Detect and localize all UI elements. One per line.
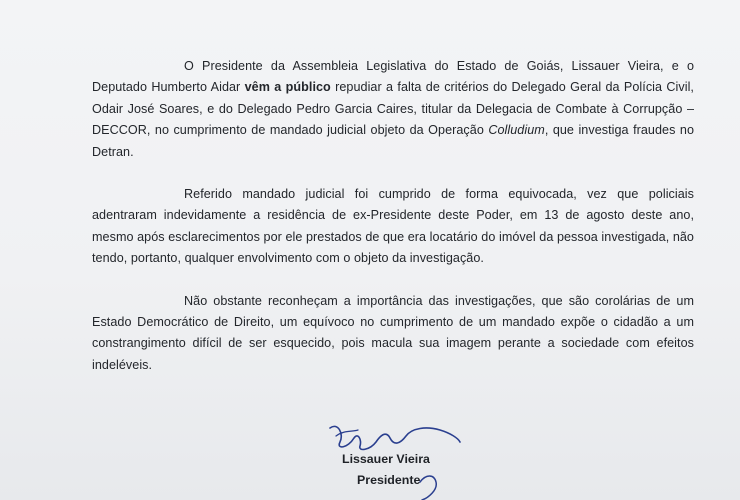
signature-block [300, 420, 500, 500]
paragraph-1 [92, 56, 694, 163]
paragraph-3-text: Não obstante reconheçam a importância das investigações, que são corolárias de um Estado Democrático de Direito, um equívoco no cumprimento de um mandado expõe o cidadão a um constrangimento difícil de ser esquecido, pois macula sua imagem perante a sociedade com efeitos indeléveis. [92, 293, 694, 372]
paragraph-1-italic: Colludium [488, 123, 545, 138]
paragraph-2-text: Referido mandado judicial foi cumprido de forma equivocada, vez que policiais adentraram indevidamente a residência de ex-Presidente deste Poder, em 13 de agosto deste ano, mesmo após esclarecimentos por ele prestados de que era locatário do imóvel da pessoa investigada, não tendo, portanto, qualquer envolvimento com o objeto da investigação. [92, 187, 694, 266]
document-body [92, 56, 694, 397]
paragraph-1-bold: vêm a público [244, 80, 331, 95]
paragraph-1-text-b: repudiar a falta de critérios do Delegado Geral da Polícia Civil, Odair José Soares, e do Delegado Pedro Garcia Caires, titular da Delegacia de Combate à Corrupção – DECCOR, no cumprimento de mandado judicial objeto da Operação [92, 80, 694, 138]
paragraph-3 [92, 291, 694, 377]
paragraph-1-text-a: O Presidente da Assembleia Legislativa do Estado de Goiás, Lissauer Vieira, e o Deputado Humberto Aidar [92, 59, 694, 95]
signatory-name: Lissauer Vieira [342, 452, 430, 466]
paragraph-2 [92, 184, 694, 270]
paragraph-1-text-c: , que investiga fraudes no Detran. [92, 123, 694, 159]
signatory-title: Presidente [357, 473, 421, 487]
